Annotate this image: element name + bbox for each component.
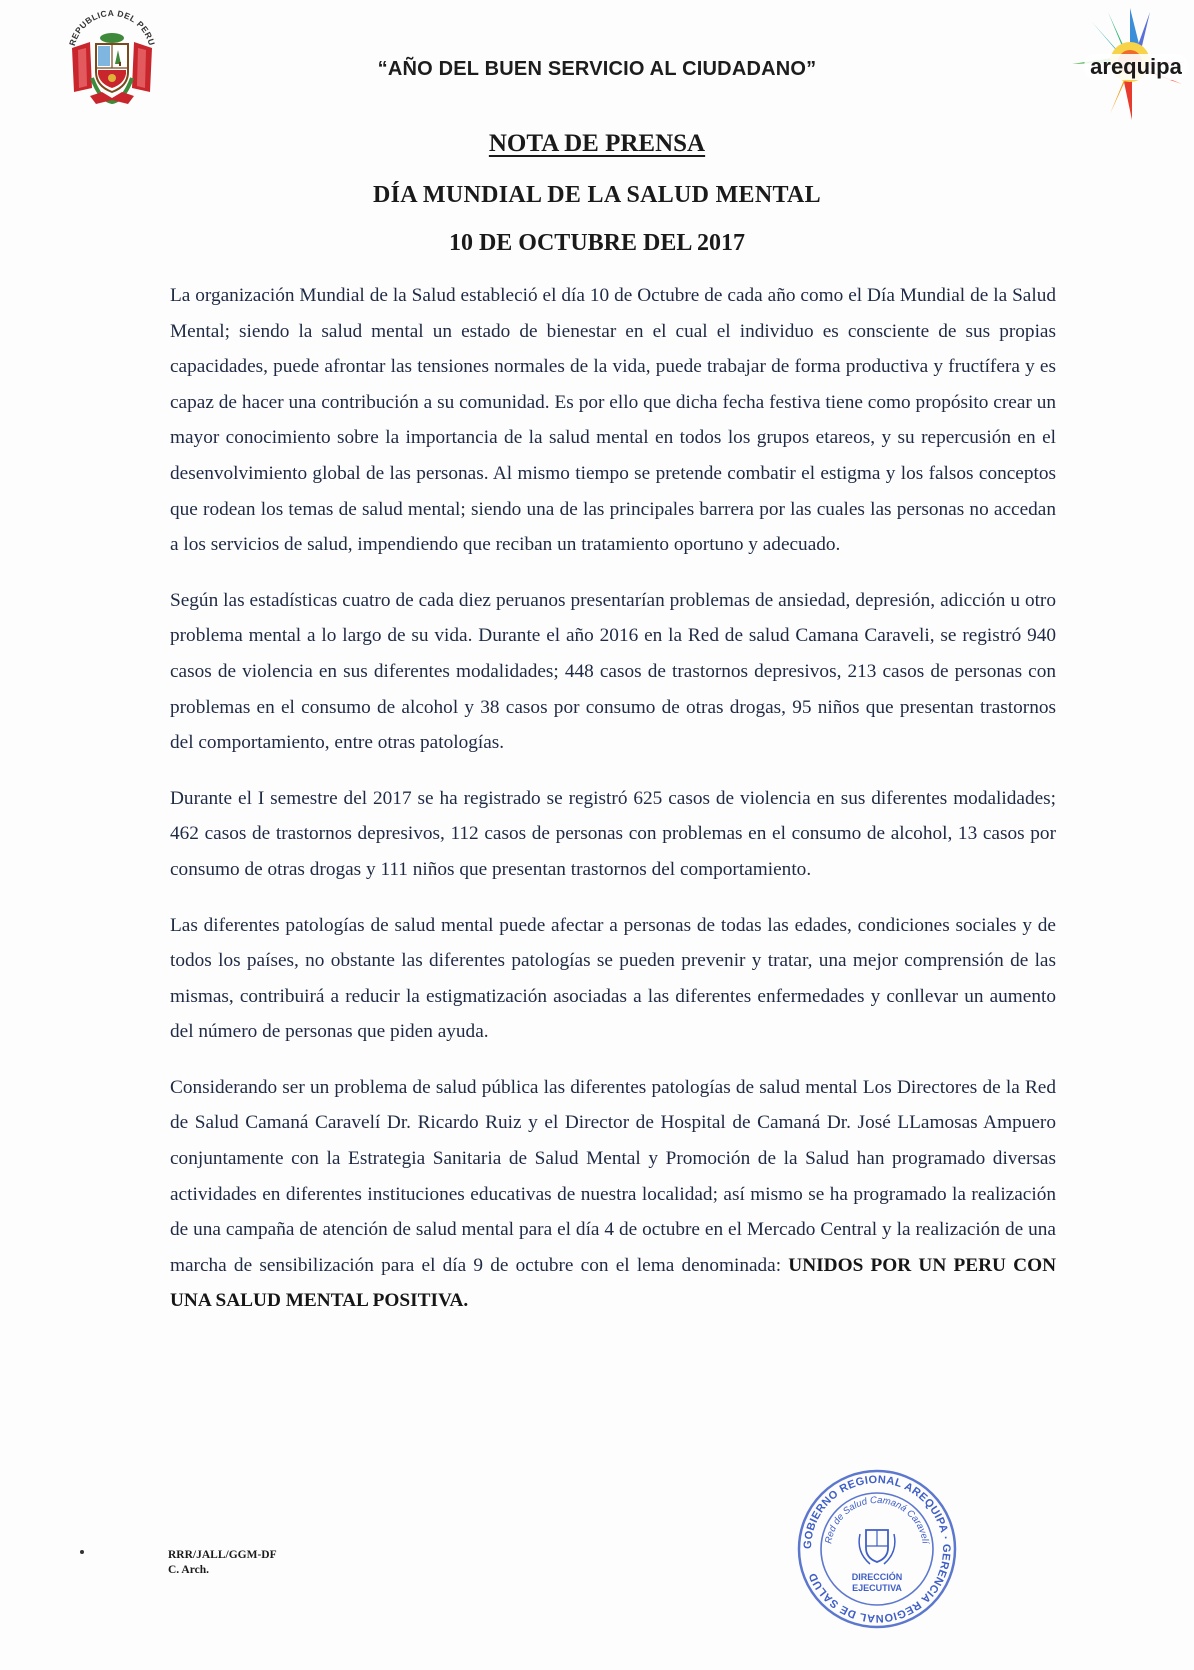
margin-mark	[80, 1550, 84, 1554]
svg-text:arequipa: arequipa	[1090, 54, 1182, 79]
document-subject: DÍA MUNDIAL DE LA SALUD MENTAL	[373, 182, 821, 208]
document-date: 10 DE OCTUBRE DEL 2017	[448, 230, 746, 256]
document-heading: NOTA DE PRENSA	[488, 130, 706, 157]
paragraph-4: Las diferentes patologías de salud mental puede afectar a personas de todas las edades, condiciones sociales y de todos los países, no obstante las diferentes patologías se pueden prevenir y tratar, una mejor comprensión de las mismas, contribuirá a reducir la estigmatización asociadas a las diferentes enfermedades y conllevar un aumento del número de personas que piden ayuda.	[170, 914, 1056, 1043]
campaign-slogan: UNIDOS POR UN PERU CON UNA SALUD MENTAL POSITIVA.	[170, 1254, 1056, 1312]
archive-note: C. Arch.	[168, 1564, 209, 1576]
svg-text:Red de Salud Camaná Caravelí: Red de Salud Camaná Caravelí	[823, 1494, 931, 1545]
reference-initials: RRR/JALL/GGM-DF	[168, 1549, 277, 1561]
svg-text:EJECUTIVA: EJECUTIVA	[852, 1583, 902, 1593]
document-body	[170, 278, 1056, 1319]
paragraph-2: Según las estadísticas cuatro de cada diez peruanos presentarían problemas de ansiedad, depresión, adicción u otro problema mental a lo largo de su vida. Durante el año 2016 en la Red de salud Camana Caraveli, se registró 940 casos de violencia en sus diferentes modalidades; 448 casos de trastornos depresivos, 213 casos de personas con problemas en el consumo de alcohol y 38 casos por consumo de otras drogas, 95 niños que presentan trastornos del comportamiento, entre otras patologías.	[170, 589, 1056, 754]
regional-health-stamp-icon	[796, 1468, 958, 1630]
paragraph-5: Considerando ser un problema de salud pública las diferentes patologías de salud mental Los Directores de la Red de Salud Camaná Caravelí Dr. Ricardo Ruiz y el Director de Hospital de Camaná Dr. José LLamosas Ampuero conjuntamente con la Estrategia Sanitaria de Salud Mental y Promoción de la Salud han programado diversas actividades en diferentes instituciones educativas de nuestra localidad; así mismo se ha programado la realización de una campaña de atención de salud mental para el día 4 de octubre en el Mercado Central y la realización de una marcha de sensibilización para el día 9 de octubre con el lema denominada: UNIDOS POR UN PERU CON UNA SALUD MENTAL POSITIVA.	[170, 1076, 1056, 1312]
svg-text:GOBIERNO REGIONAL AREQUIPA · G: GOBIERNO REGIONAL AREQUIPA · GERENCIA REGIONAL DE SALUD	[801, 1473, 953, 1625]
year-motto: “AÑO DEL BUEN SERVICIO AL CIUDADANO”	[377, 58, 817, 80]
paragraph-3: Durante el I semestre del 2017 se ha registrado se registró 625 casos de violencia en sus diferentes modalidades; 462 casos de trastornos depresivos, 112 casos de personas con problemas en el consumo de alcohol, 13 casos por consumo de otras drogas y 111 niños que presentan trastornos del comportamiento.	[170, 787, 1056, 880]
reference-codes	[168, 1548, 277, 1578]
svg-text:DIRECCIÓN: DIRECCIÓN	[851, 1572, 903, 1582]
svg-text:REPUBLICA DEL PERU: REPUBLICA DEL PERU	[66, 8, 158, 47]
paragraph-1: La organización Mundial de la Salud estableció el día 10 de Octubre de cada año como el Día Mundial de la Salud Mental; siendo la salud mental un estado de bienestar en el cual el individuo es consciente de sus propias capacidades, puede afrontar las tensiones normales de la vida, puede trabajar de forma productiva y fructífera y es capaz de hacer una contribución a su comunidad. Es por ello que dicha fecha festiva tiene como propósito crear un mayor conocimiento sobre la importancia de la salud mental en todos los grupos etareos, y su repercusión en el desenvolvimiento global de las personas. Al mismo tiempo se pretende combatir el estigma y los falsos conceptos que rodean los temas de salud mental; siendo una de las principales barrera por las cuales las personas no accedan a los servicios de salud, impendiendo que reciban un tratamiento oportuno y adecuado.	[170, 285, 1056, 556]
